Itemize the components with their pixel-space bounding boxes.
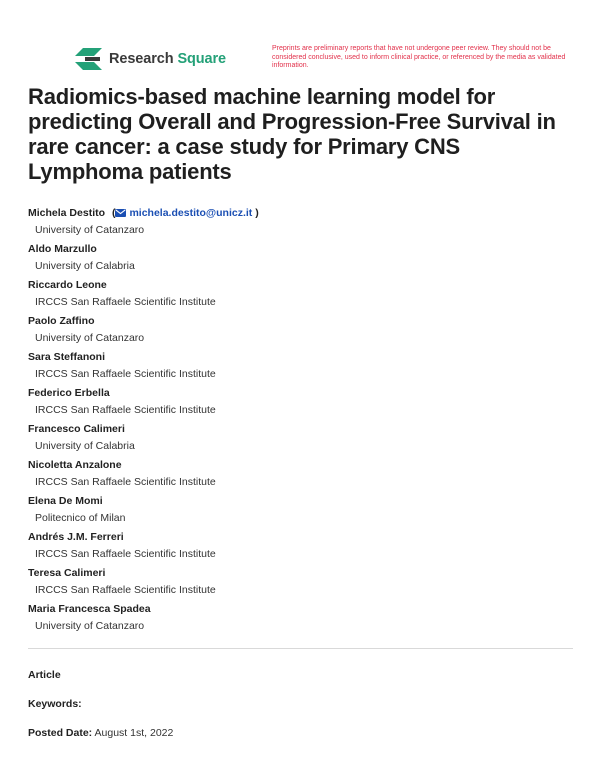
envelope-icon bbox=[115, 209, 126, 217]
author-name: Paolo Zaffino bbox=[28, 315, 95, 327]
author-name: Federico Erbella bbox=[28, 387, 110, 399]
author-name: Riccardo Leone bbox=[28, 279, 107, 291]
author-affiliation: Politecnico of Milan bbox=[35, 512, 126, 524]
author-name: Maria Francesca Spadea bbox=[28, 603, 151, 615]
author-affiliation: IRCCS San Raffaele Scientific Institute bbox=[35, 476, 216, 488]
author-affiliation: IRCCS San Raffaele Scientific Institute bbox=[35, 404, 216, 416]
author-entry bbox=[28, 529, 573, 565]
author-affiliation: IRCCS San Raffaele Scientific Institute bbox=[35, 584, 216, 596]
keywords-row bbox=[28, 697, 82, 711]
author-affiliation: University of Catanzaro bbox=[35, 224, 145, 236]
posted-date-label: Posted Date: bbox=[28, 727, 93, 739]
author-entry bbox=[28, 277, 573, 313]
author-affiliation: University of Catanzaro bbox=[35, 332, 145, 344]
author-affiliation: IRCCS San Raffaele Scientific Institute bbox=[35, 368, 216, 380]
posted-date-row bbox=[28, 726, 173, 740]
article-type bbox=[28, 668, 61, 682]
author-entry bbox=[28, 421, 573, 457]
page-header bbox=[0, 0, 600, 80]
author-entry bbox=[28, 457, 573, 493]
section-divider bbox=[28, 648, 573, 649]
author-entry bbox=[28, 493, 573, 529]
author-name: Sara Steffanoni bbox=[28, 351, 106, 363]
author-name: Elena De Momi bbox=[28, 495, 103, 507]
author-name: Andrés J.M. Ferreri bbox=[28, 531, 124, 543]
author-entry bbox=[28, 385, 573, 421]
author-entry bbox=[28, 241, 573, 277]
author-entry bbox=[28, 349, 573, 385]
author-entry bbox=[28, 205, 573, 241]
author-entry bbox=[28, 565, 573, 601]
author-name: Aldo Marzullo bbox=[28, 243, 97, 255]
research-square-logo[interactable] bbox=[75, 46, 226, 72]
logo-text-primary: Research bbox=[109, 51, 174, 67]
author-affiliation: University of Calabria bbox=[35, 260, 135, 272]
author-affiliation: IRCCS San Raffaele Scientific Institute bbox=[35, 548, 216, 560]
preprint-disclaimer: Preprints are preliminary reports that have not undergone peer review. They should not be considered conclusive, used to inform clinical practice, or referenced by the media as validated information. bbox=[272, 45, 566, 69]
author-name: Teresa Calimeri bbox=[28, 567, 106, 579]
research-square-logo-icon bbox=[75, 48, 102, 70]
author-affiliation: University of Calabria bbox=[35, 440, 135, 452]
article-title: Radiomics-based machine learning model for predicting Overall and Progression-Free Survival in rare cancer: a case study for Primary CNS Lymphoma patients bbox=[28, 84, 556, 184]
author-list bbox=[28, 205, 573, 637]
keywords-label: Keywords: bbox=[28, 698, 82, 710]
author-email[interactable]: ( michela.destito@unicz.it ) bbox=[111, 207, 259, 219]
posted-date-value: August 1st, 2022 bbox=[94, 727, 174, 739]
author-entry bbox=[28, 601, 573, 637]
logo-text bbox=[109, 51, 226, 67]
author-affiliation: University of Catanzaro bbox=[35, 620, 145, 632]
author-name: Nicoletta Anzalone bbox=[28, 459, 122, 471]
article-type-label: Article bbox=[28, 669, 61, 681]
author-email-link[interactable]: michela.destito@unicz.it bbox=[129, 207, 253, 219]
author-name: Francesco Calimeri bbox=[28, 423, 125, 435]
author-name: Michela Destito bbox=[28, 207, 106, 219]
author-affiliation: IRCCS San Raffaele Scientific Institute bbox=[35, 296, 216, 308]
logo-text-accent: Square bbox=[177, 51, 226, 67]
author-entry bbox=[28, 313, 573, 349]
